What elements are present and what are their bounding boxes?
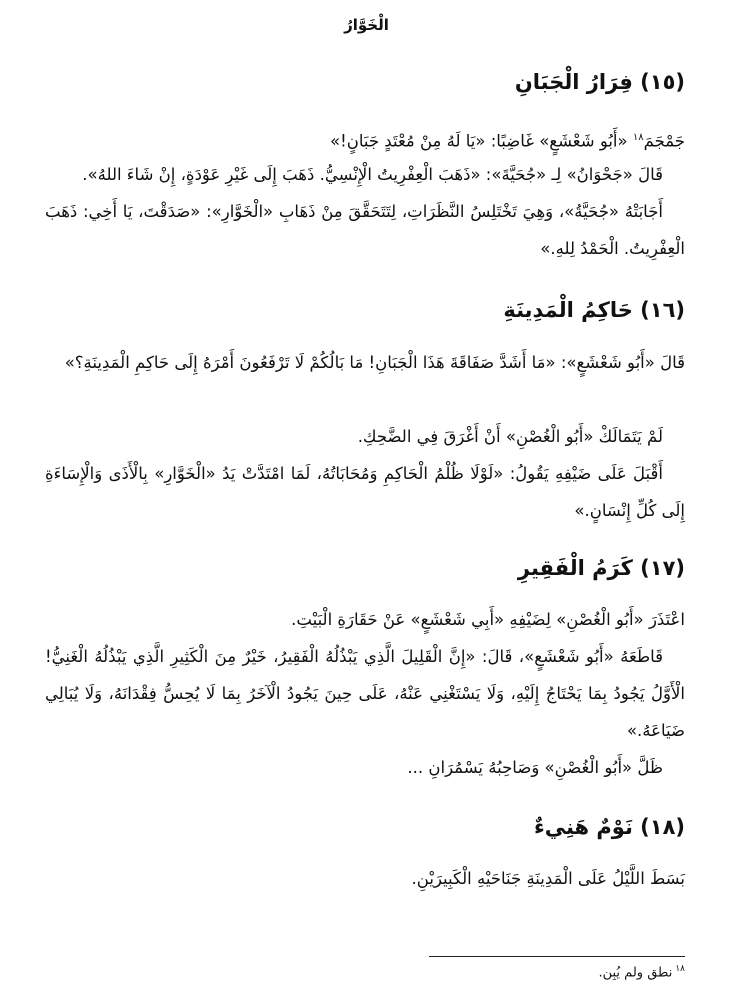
running-head: الْخَوَّارُ bbox=[344, 16, 389, 34]
paragraph: اعْتَذَرَ «أَبُو الْغُصْنِ» لِضَيْفِهِ «أَبِي شَعْشَعٍ» عَنْ حَقَارَةِ الْبَيْتِ. bbox=[291, 610, 685, 629]
paragraph: قَاطَعَهُ «أَبُو شَعْشَعٍ»، قَالَ: «إِنَّ الْقَلِيلَ الَّذِي يَبْذُلُهُ الْفَقِيرُ، خَيْرٌ مِنَ الْكَثِيرِ الَّذِي يَبْذُلُهُ الْغَنِيُّ! الْأَوَّلُ يَجُودُ بِمَا يَحْتَاجُ إِلَيْهِ، وَلَا يَسْتَغْنِي عَنْهُ، عَلَى حِينَ يَجُودُ الْآخَرُ بِمَا لَا يُحِسُّ فِقْدَانَهُ، وَلَا يُبَالِي ضَيَاعَهُ.» bbox=[45, 647, 685, 740]
paragraph: قَالَ «أَبُو شَعْشَعٍ»: «مَا أَشَدَّ صَفَاقَةَ هَذَا الْجَبَانِ! مَا بَالُكُمْ لَا تَرْفَعُونَ أَمْرَهُ إِلَى حَاكِمِ الْمَدِينَةِ؟» bbox=[64, 353, 685, 372]
first-word: جَمْجَمَ bbox=[643, 131, 685, 151]
footnote-divider bbox=[429, 956, 685, 957]
paragraph: أَقْبَلَ عَلَى ضَيْفِهِ يَقُولُ: «لَوْلَا ظُلْمُ الْحَاكِمِ وَمُحَابَاتُهُ، لَمَا امْتَدَّتْ يَدُ «الْخَوَّارِ» بِالْأَذَى وَالْإِسَاءَةِ إِلَى كُلِّ إِنْسَانٍ.» bbox=[45, 464, 685, 520]
section-title-18: (١٨) نَوْمٌ هَنِيءٌ bbox=[533, 815, 685, 839]
paragraph-text: «أَبُو شَعْشَعٍ» غَاضِبًا: «يَا لَهُ مِنْ مُعْتَدٍ جَبَانٍ!» bbox=[330, 131, 628, 151]
paragraph: ظَلَّ «أَبُو الْغُصْنِ» وَصَاحِبُهُ يَسْمُرَانِ ... bbox=[407, 758, 663, 777]
section-title-15: (١٥) فِرَارُ الْجَبَانِ bbox=[514, 70, 685, 94]
footnote-number: ١٨ bbox=[675, 964, 685, 974]
footnote bbox=[598, 964, 685, 980]
paragraph: قَالَ «جَحْوَانُ» لِـ «جُحَيَّةَ»: «ذَهَبَ الْعِفْرِيتُ الْإِنْسِيُّ. ذَهَبَ إِلَى غَيْرِ عَوْدَةٍ، إِنْ شَاءَ اللهُ». bbox=[82, 165, 663, 184]
section-title-16: (١٦) حَاكِمُ الْمَدِينَةِ bbox=[503, 298, 685, 322]
paragraph: أَجَابَتْهُ «جُحَيَّةُ»، وَهِيَ تَخْتَلِسُ النَّظَرَاتِ، لِتَتَحَقَّقَ مِنْ ذَهَابِ «الْخَوَّارِ»: «صَدَقْتَ، يَا أَخِي: ذَهَبَ الْعِفْرِيتُ. الْحَمْدُ لِلهِ.» bbox=[45, 202, 685, 258]
section-title-17: (١٧) كَرَمُ الْفَقِيرِ bbox=[517, 556, 685, 580]
paragraph: بَسَطَ اللَّيْلُ عَلَى الْمَدِينَةِ جَنَاحَيْهِ الْكَبِيرَيْنِ. bbox=[411, 869, 685, 888]
footnote-reference: ١٨ bbox=[632, 132, 644, 143]
paragraph bbox=[45, 119, 685, 160]
footnote-text: نطق ولم يُبِن. bbox=[598, 965, 673, 981]
paragraph: لَمْ يَتَمَالَكْ «أَبُو الْغُصْنِ» أَنْ أَغْرَقَ فِي الضَّحِكِ. bbox=[357, 427, 663, 446]
